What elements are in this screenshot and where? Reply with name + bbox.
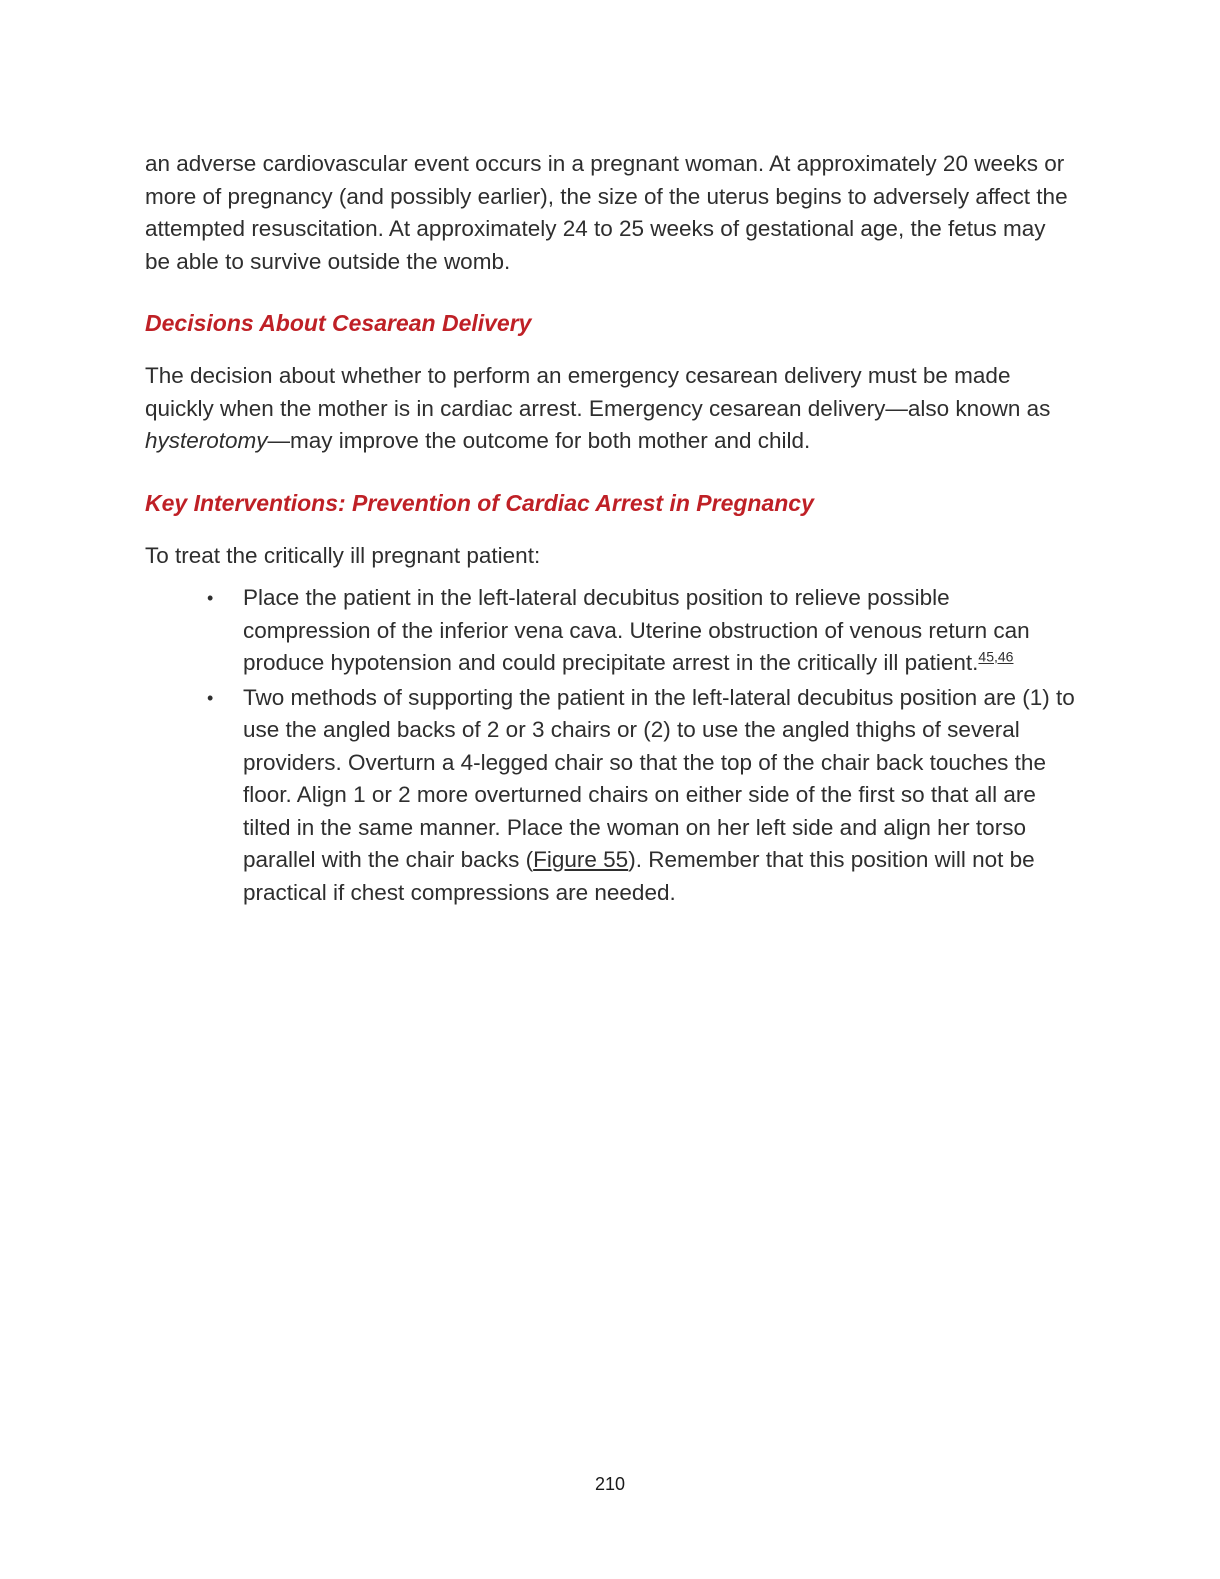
paragraph-intro: an adverse cardiovascular event occurs in a pregnant woman. At approximately 20 weeks or more of pregnancy (and possibly earlier), the size of the uterus begins to adversely affect the attempted resuscitation. At approximately 24 to 25 weeks of gestational age, the fetus may be able to survive outside the womb. <box>145 151 1068 274</box>
text-run: —may improve the outcome for both mother and child. <box>267 428 811 453</box>
page-number: 210 <box>594 1474 626 1494</box>
text-run: Place the patient in the left-lateral decubitus position to relieve possible compression of the inferior vena cava. Uterine obstruction of venous return can produce hypotension and could precipitate arrest in the critically ill patient. <box>243 585 1030 675</box>
paragraph-treat-lead: To treat the critically ill pregnant patient: <box>145 542 541 568</box>
italic-term-hysterotomy: hysterotomy <box>145 428 268 453</box>
figure-55-link[interactable]: Figure 55 <box>533 847 629 872</box>
intervention-bullet-list <box>145 582 1075 911</box>
heading-key-interventions: Key Interventions: Prevention of Cardiac Arrest in Pregnancy <box>145 489 814 516</box>
heading-decisions-about-cesarean-delivery: Decisions About Cesarean Delivery <box>145 310 532 336</box>
bullet-icon: • <box>207 588 214 608</box>
text-run: ). Remember that this position will not be practical if chest compressions are needed. <box>243 847 1035 905</box>
bullet-icon: • <box>207 687 214 708</box>
paragraph-decision <box>145 360 1075 458</box>
text-run: The decision about whether to perform an emergency cesarean delivery must be made quickly when the mother is in cardiac arrest. Emergency cesarean delivery—also known as <box>145 363 1051 421</box>
reference-link-45-46[interactable]: 45,46 <box>978 648 1014 665</box>
text-run: Two methods of supporting the patient in the left-lateral decubitus position are (1) to use the angled backs of 2 or 3 chairs or (2) to use the angled thighs of several providers. Overturn a 4-legged chair so that the top of the chair back touches the floor. Align 1 or 2 more overturned chairs on either side of the first so that all are tilted in the same manner. Place the woman on her left side and align her torso parallel with the chair backs ( <box>243 684 1075 872</box>
list-item <box>145 682 1075 910</box>
list-item <box>145 582 1075 680</box>
